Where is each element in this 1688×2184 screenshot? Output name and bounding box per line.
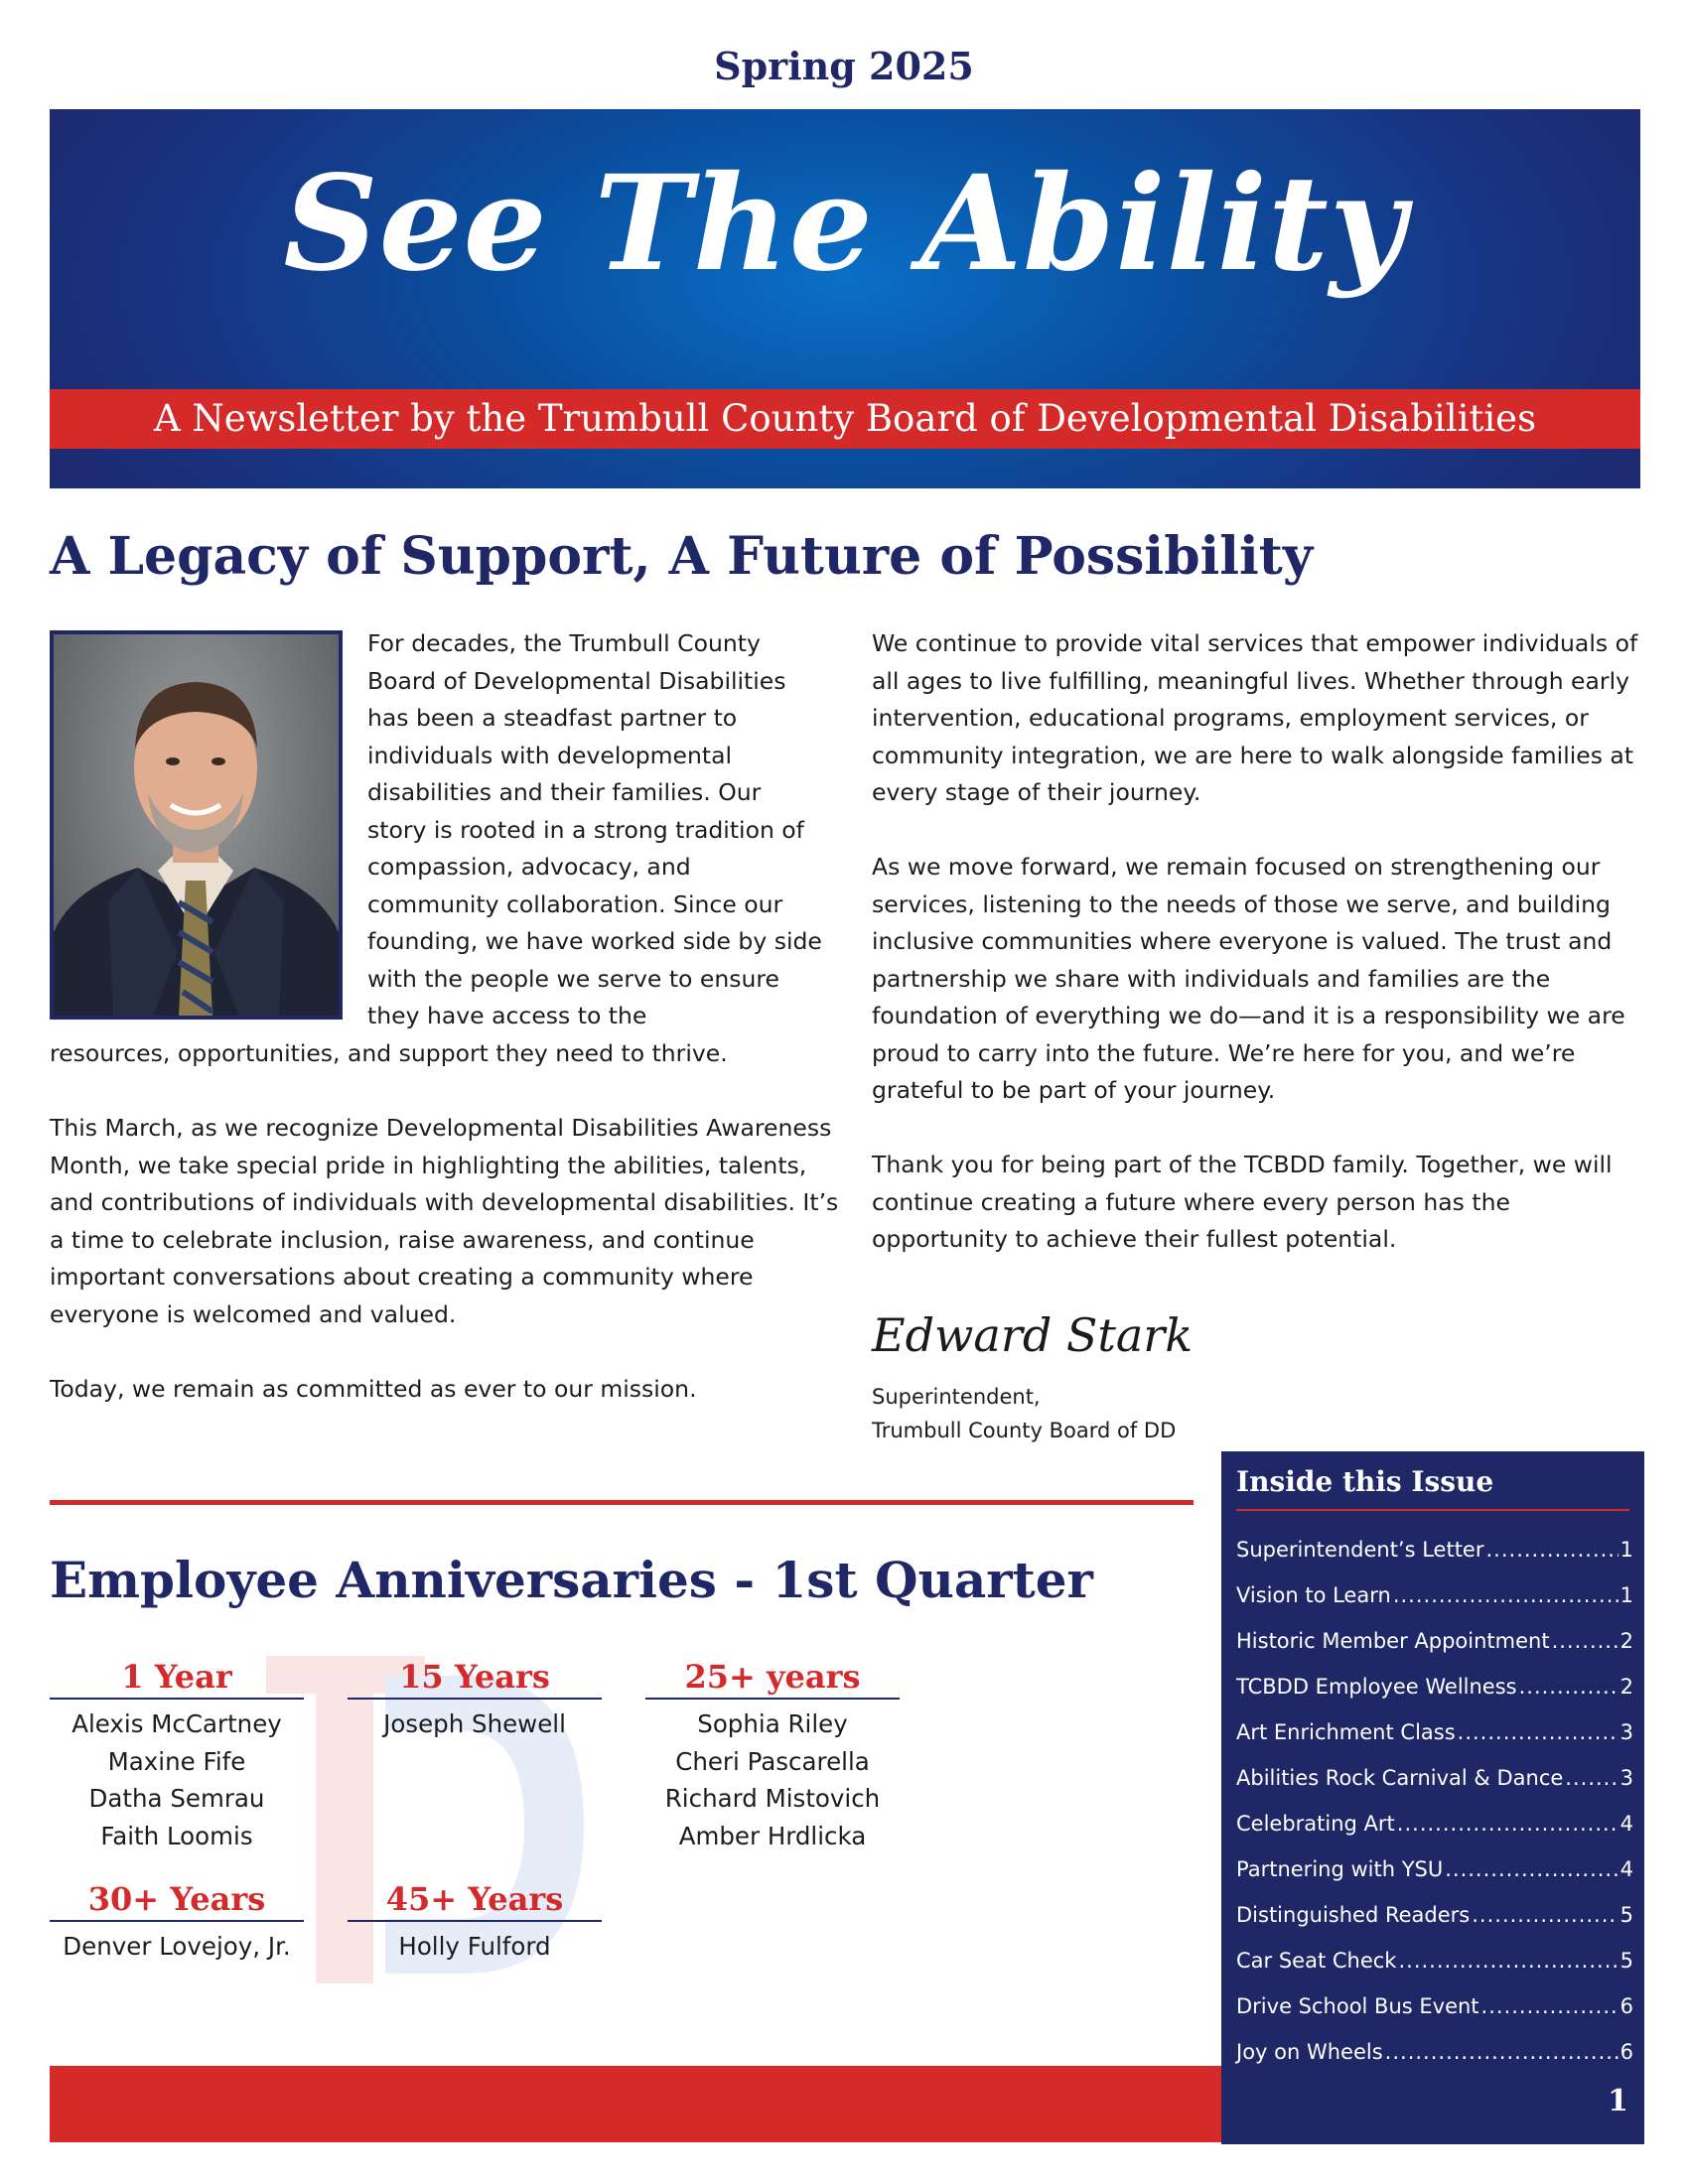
toc-item-page: 1 [1619, 1538, 1633, 1562]
toc-item[interactable] [1236, 1618, 1633, 1664]
article-right-column [872, 625, 1648, 1296]
anniversary-heading: 25+ years [645, 1654, 900, 1700]
article-paragraph: As we move forward, we remain focused on strengthening our services, listening to the needs of those we serve, and building inclusive communities where everyone is valued. The trust and partnership we share with individuals and families are the foundation of everything we do—and it is a responsibility we are proud to carry into the future. We’re here for you, and we’re grateful to be part of your journey. [872, 853, 1625, 1104]
toc-item-page: 5 [1619, 1949, 1633, 1973]
employee-name: Maxine Fife [107, 1746, 246, 1776]
employee-name: Denver Lovejoy, Jr. [63, 1932, 291, 1961]
anniversary-heading: 45+ Years [348, 1876, 602, 1922]
toc-item-label: Distinguished Readers [1236, 1903, 1471, 1927]
toc-item[interactable] [1236, 1755, 1633, 1801]
toc-item-label: Car Seat Check [1236, 1949, 1397, 1973]
anniversary-group-25-years [645, 1654, 900, 1854]
employee-name: Joseph Shewell [383, 1709, 566, 1738]
toc-leader [1385, 2029, 1618, 2075]
anniversaries-title: Employee Anniversaries - 1st Quarter [50, 1551, 1093, 1609]
superintendent-photo [50, 630, 343, 1020]
signer-title [872, 1380, 1176, 1447]
article-paragraph: This March, as we recognize Developmental Disabilities Awareness Month, we take special pride in highlighting the abilities, talents, and contributions of individuals with developmental disabilities. It’s a time to celebrate inclusion, raise awareness, and continue important conversations about creating a community where everyone is welcomed and valued. [50, 1114, 839, 1328]
article-paragraph: Thank you for being part of the TCBDD family. Together, we will continue creating a future where every person has the opportunity to achieve their fullest potential. [872, 1151, 1613, 1253]
employee-name: Faith Loomis [100, 1821, 253, 1850]
toc-leader [1552, 1618, 1618, 1664]
newsletter-subtitle: A Newsletter by the Trumbull County Board of Developmental Disabilities [153, 397, 1537, 440]
inside-this-issue-box [1221, 1451, 1644, 2144]
anniversary-heading: 15 Years [348, 1654, 602, 1700]
toc-leader [1472, 1892, 1618, 1938]
toc-item-label: Drive School Bus Event [1236, 1994, 1479, 2018]
employee-name: Cheri Pascarella [675, 1746, 870, 1776]
anniversary-heading: 1 Year [50, 1654, 304, 1700]
toc-item-page: 2 [1619, 1675, 1633, 1699]
article-intro [367, 625, 826, 1072]
article-paragraph: We continue to provide vital services that empower individuals of all ages to live fulfilling, meaningful lives. Whether through early intervention, educational programs, employment services, or community integration, we are here to walk alongside families at every stage of their journey. [872, 629, 1638, 806]
toc-leader [1481, 1983, 1618, 2029]
toc-divider [1236, 1509, 1629, 1511]
article-left-column [50, 1035, 844, 1445]
toc-item-page: 2 [1619, 1629, 1633, 1653]
employee-name: Holly Fulford [398, 1932, 551, 1961]
employee-name: Richard Mistovich [664, 1784, 881, 1813]
signer-title-line: Superintendent, [872, 1385, 1041, 1409]
section-divider [50, 1500, 1194, 1505]
toc-item-page: 3 [1619, 1766, 1633, 1790]
anniversary-group-15-years [348, 1654, 602, 1743]
toc-item[interactable] [1236, 1801, 1633, 1846]
toc-item-label: Vision to Learn [1236, 1583, 1391, 1607]
toc-item-page: 5 [1619, 1903, 1633, 1927]
newsletter-title: See The Ability [283, 147, 1407, 301]
employee-name: Amber Hrdlicka [678, 1821, 867, 1850]
toc-item[interactable] [1236, 1938, 1633, 1983]
article-paragraph: resources, opportunities, and support they need to thrive. [50, 1039, 728, 1067]
toc-item[interactable] [1236, 1983, 1633, 2029]
anniversary-heading: 30+ Years [50, 1876, 304, 1922]
toc-item[interactable] [1236, 1527, 1633, 1572]
toc-item-label: Historic Member Appointment [1236, 1629, 1550, 1653]
anniversary-group-1-year [50, 1654, 304, 1854]
signer-title-line: Trumbull County Board of DD [872, 1419, 1177, 1442]
toc-item[interactable] [1236, 1664, 1633, 1709]
article-paragraph: For decades, the Trumbull County Board of Developmental Disabilities has been a steadfast partner to individuals with developmental disabilities and their families. Our story is rooted in a strong tradition of compassion, advocacy, and community collaboration. Since our founding, we have worked side by side with the people we serve to ensure they have access to the [367, 629, 822, 1029]
toc-list [1236, 1527, 1633, 2075]
toc-leader [1458, 1709, 1618, 1755]
anniversary-group-45-years [348, 1876, 602, 1966]
employee-name: Sophia Riley [697, 1709, 848, 1738]
toc-item-label: TCBDD Employee Wellness [1236, 1675, 1517, 1699]
toc-item-page: 4 [1619, 1812, 1633, 1836]
toc-title: Inside this Issue [1236, 1465, 1494, 1498]
footer-bar [50, 2066, 1350, 2142]
toc-item[interactable] [1236, 1846, 1633, 1892]
masthead-banner [50, 109, 1640, 488]
signature: Edward Stark [872, 1308, 1194, 1362]
toc-item-page: 3 [1619, 1720, 1633, 1744]
toc-item[interactable] [1236, 2029, 1633, 2075]
toc-item[interactable] [1236, 1709, 1633, 1755]
toc-leader [1397, 1801, 1618, 1846]
toc-item-label: Joy on Wheels [1236, 2040, 1383, 2064]
toc-leader [1565, 1755, 1618, 1801]
toc-item-page: 1 [1619, 1583, 1633, 1607]
anniversary-group-30-years [50, 1876, 304, 1966]
article-headline: A Legacy of Support, A Future of Possibility [50, 526, 1314, 587]
toc-leader [1486, 1527, 1618, 1572]
article-paragraph: Today, we remain as committed as ever to our mission. [50, 1374, 697, 1403]
toc-item-page: 6 [1619, 1994, 1633, 2018]
toc-item-label: Art Enrichment Class [1236, 1720, 1456, 1744]
employee-name: Datha Semrau [88, 1784, 265, 1813]
employee-name: Alexis McCartney [71, 1709, 282, 1738]
toc-item[interactable] [1236, 1572, 1633, 1618]
toc-item-label: Abilities Rock Carnival & Dance [1236, 1766, 1564, 1790]
toc-leader [1393, 1572, 1618, 1618]
page-number: 1 [1608, 2084, 1628, 2118]
toc-item[interactable] [1236, 1892, 1633, 1938]
subtitle-strip [50, 389, 1640, 449]
toc-leader [1519, 1664, 1618, 1709]
toc-item-label: Celebrating Art [1236, 1812, 1395, 1836]
portrait-illustration [54, 634, 339, 1016]
issue-season: Spring 2025 [714, 44, 974, 88]
toc-item-label: Superintendent’s Letter [1236, 1538, 1484, 1562]
toc-leader [1398, 1938, 1618, 1983]
toc-item-page: 6 [1619, 2040, 1633, 2064]
toc-leader [1445, 1846, 1618, 1892]
toc-item-page: 4 [1619, 1857, 1633, 1881]
toc-item-label: Partnering with YSU [1236, 1857, 1444, 1881]
